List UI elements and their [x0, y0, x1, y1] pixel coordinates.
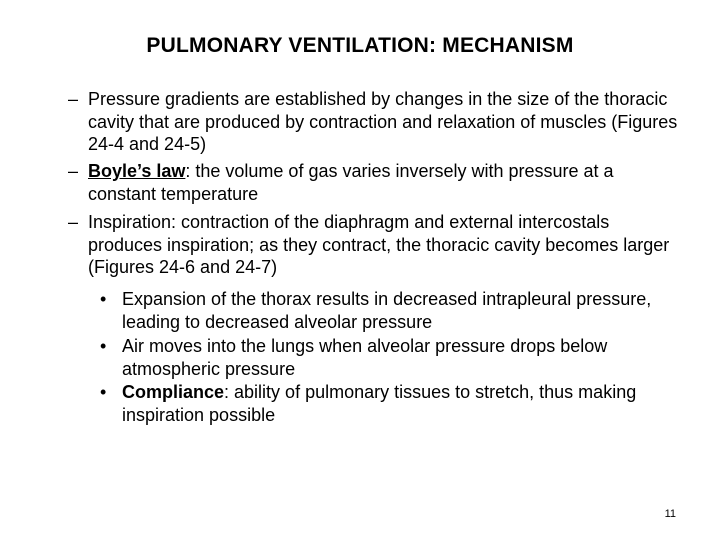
sub-item-text: Air moves into the lungs when alveolar pressure drops below atmospheric pressure — [122, 336, 608, 379]
page-number: 11 — [664, 508, 676, 520]
bullet-marker: • — [100, 289, 107, 309]
dash-marker: – — [68, 212, 79, 232]
list-item-pressure-gradients — [68, 88, 683, 156]
sub-item-text: : ability of pulmonary tissues to stretch, thus making inspiration possible — [122, 382, 637, 425]
list-item-boyles-law — [68, 160, 683, 205]
sub-item-compliance — [100, 381, 690, 426]
dash-marker: – — [68, 161, 79, 181]
list-item-text: : the volume of gas varies inversely with pressure at a constant temperature — [88, 161, 614, 204]
list-item-text: Pressure gradients are established by changes in the size of the thoracic cavity that are produced by contraction and relaxation of muscles (Figures 24-4 and 24-5) — [88, 89, 678, 155]
sub-item-air-moves — [100, 335, 690, 380]
term-boyles-law: Boyle’s law — [88, 161, 186, 181]
sub-item-expansion — [100, 288, 690, 333]
dash-marker: – — [68, 89, 79, 109]
list-item-inspiration — [68, 211, 683, 279]
list-item-text: Inspiration: contraction of the diaphragm and external intercostals produces inspiration; as they contract, the thoracic cavity becomes larger (Figures 24-6 and 24-7) — [88, 212, 670, 278]
sub-item-text: Expansion of the thorax results in decreased intrapleural pressure, leading to decreased alveolar pressure — [122, 289, 652, 332]
term-compliance: Compliance — [122, 382, 225, 402]
slide-title: PULMONARY VENTILATION: MECHANISM — [146, 34, 574, 57]
bullet-marker: • — [100, 382, 107, 402]
bullet-marker: • — [100, 336, 107, 356]
